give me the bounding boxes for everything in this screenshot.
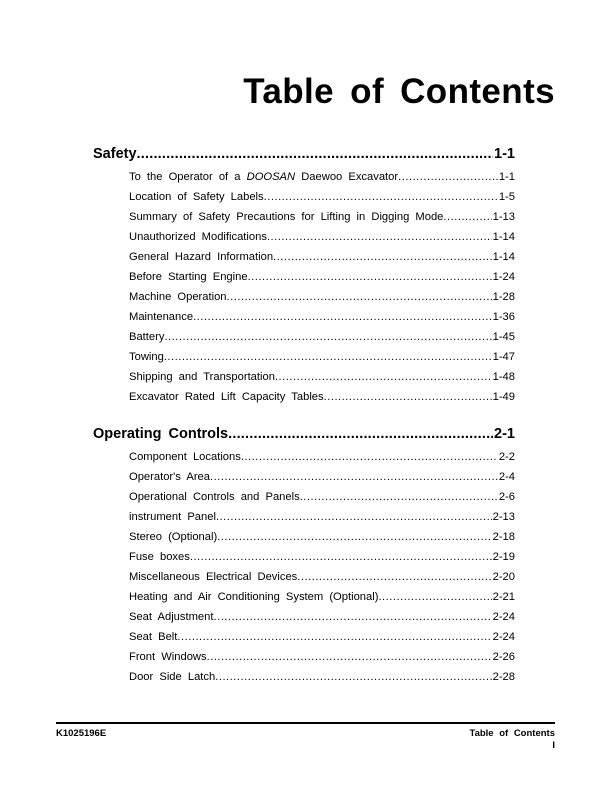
dot-leader <box>190 547 492 567</box>
toc-entry[interactable] <box>129 527 515 547</box>
toc-entry-label: Heating and Air Conditioning System (Optional) <box>129 591 379 603</box>
toc-entry-list <box>129 167 515 407</box>
dot-leader <box>443 207 491 227</box>
toc-entry-label: Door Side Latch <box>129 671 216 683</box>
toc-entry[interactable] <box>129 587 515 607</box>
footer-section-name: Table of Contents <box>469 728 555 739</box>
toc-section-heading[interactable] <box>93 146 515 163</box>
toc-entry[interactable] <box>129 387 515 407</box>
footer-doc-number: K1025196E <box>56 728 107 739</box>
toc-entry[interactable] <box>129 567 515 587</box>
dot-leader <box>216 507 492 527</box>
dot-leader <box>398 167 498 187</box>
toc-entry-page: 2-20 <box>492 571 515 583</box>
dot-leader <box>267 227 492 247</box>
toc-entry-page: 1-24 <box>492 271 515 283</box>
toc-entry-page: 2-18 <box>492 531 515 543</box>
dot-leader <box>228 426 493 443</box>
toc-entry-page: 2-2 <box>498 451 515 463</box>
dot-leader <box>227 287 492 307</box>
toc-entry-list <box>129 447 515 687</box>
toc-entry-label: Machine Operation <box>129 291 227 303</box>
toc-entry-page: 2-28 <box>492 671 515 683</box>
toc-entry-label: Fuse boxes <box>129 551 190 563</box>
toc-entry-page: 1-45 <box>492 331 515 343</box>
toc-entry-page: 2-24 <box>492 611 515 623</box>
toc-entry-page: 2-6 <box>498 491 515 503</box>
toc-entry[interactable] <box>129 467 515 487</box>
toc-entry[interactable] <box>129 327 515 347</box>
dot-leader <box>207 647 492 667</box>
toc-entry-label: Towing <box>129 351 164 363</box>
toc-section-heading[interactable] <box>93 426 515 443</box>
toc-entry-label: Seat Belt <box>129 631 178 643</box>
dot-leader <box>264 187 498 207</box>
toc-entry-page: 2-26 <box>492 651 515 663</box>
toc-entry-page: 2-13 <box>492 511 515 523</box>
toc-entry-label: Battery <box>129 331 165 343</box>
toc-entry[interactable] <box>129 227 515 247</box>
toc-entry-page: 2-4 <box>498 471 515 483</box>
toc-entry-label: General Hazard Information <box>129 251 274 263</box>
toc-entry[interactable] <box>129 167 515 187</box>
dot-leader <box>215 667 491 687</box>
toc-entry-page: 1-13 <box>492 211 515 223</box>
dot-leader <box>164 327 491 347</box>
toc-section-safety <box>93 146 515 407</box>
dot-leader <box>248 267 492 287</box>
toc-entry-page: 2-21 <box>492 591 515 603</box>
toc-entry-label: Unauthorized Modifications <box>129 231 267 243</box>
toc-entry[interactable] <box>129 267 515 287</box>
toc-entry-label: Operator's Area <box>129 471 211 483</box>
dot-leader <box>217 527 491 547</box>
toc-entry-page: 1-47 <box>492 351 515 363</box>
toc-entry-label: Maintenance <box>129 311 194 323</box>
toc-entry[interactable] <box>129 207 515 227</box>
toc-entry-page: 2-24 <box>492 631 515 643</box>
section-page-number: 2-1 <box>494 426 515 442</box>
toc-entry-label: Excavator Rated Lift Capacity Tables <box>129 391 324 403</box>
toc-entry-label: Front Windows <box>129 651 207 663</box>
toc-entry-page: 1-49 <box>492 391 515 403</box>
section-page-number: 1-1 <box>494 146 515 162</box>
dot-leader <box>210 467 498 487</box>
toc-entry[interactable] <box>129 647 515 667</box>
toc-entry-page: 1-48 <box>492 371 515 383</box>
toc-entry[interactable] <box>129 367 515 387</box>
toc-entry[interactable] <box>129 347 515 367</box>
dot-leader <box>324 387 492 407</box>
toc-entry-label: Miscellaneous Electrical Devices <box>129 571 298 583</box>
dot-leader <box>273 247 492 267</box>
dot-leader <box>297 567 491 587</box>
dot-leader <box>241 447 498 467</box>
toc-entry-label: Operational Controls and Panels <box>129 491 300 503</box>
toc-entry[interactable] <box>129 447 515 467</box>
toc-entry-page: 1-1 <box>498 171 515 183</box>
toc-entry[interactable] <box>129 487 515 507</box>
toc-entry[interactable] <box>129 507 515 527</box>
toc-entry[interactable] <box>129 287 515 307</box>
toc-entry-page: 1-14 <box>492 251 515 263</box>
toc-entry[interactable] <box>129 307 515 327</box>
toc-entry-page: 2-19 <box>492 551 515 563</box>
dot-leader <box>137 146 494 163</box>
toc-entry[interactable] <box>129 547 515 567</box>
toc-entry-label: instrument Panel <box>129 511 216 523</box>
page-title: Table of Contents <box>243 72 555 111</box>
toc-entry-label: Summary of Safety Precautions for Lifting in Digging Mode <box>129 211 444 223</box>
toc-entry[interactable] <box>129 247 515 267</box>
toc-entry-label: Seat Adjustment <box>129 611 214 623</box>
toc-entry-label: To the Operator of a DOOSAN Daewoo Excavator <box>129 171 399 183</box>
section-heading-label: Operating Controls <box>93 426 229 442</box>
toc-entry-label: Before Starting Engine <box>129 271 248 283</box>
footer-right <box>469 728 555 752</box>
dot-leader <box>193 307 492 327</box>
toc-entry-label: Component Locations <box>129 451 241 463</box>
toc-section-operating-controls <box>93 426 515 687</box>
toc-entry[interactable] <box>129 187 515 207</box>
toc-entry-page: 1-36 <box>492 311 515 323</box>
toc-entry[interactable] <box>129 607 515 627</box>
dot-leader <box>300 487 498 507</box>
toc-entry-label: Shipping and Transportation <box>129 371 275 383</box>
dot-leader <box>275 367 492 387</box>
dot-leader <box>164 347 492 367</box>
footer-divider <box>56 722 555 724</box>
brand-name: DOOSAN <box>246 171 296 183</box>
toc-entry-page: 1-5 <box>498 191 515 203</box>
toc-entry-page: 1-28 <box>492 291 515 303</box>
dot-leader <box>177 627 491 647</box>
section-heading-label: Safety <box>93 146 137 162</box>
dot-leader <box>213 607 491 627</box>
footer-page-number: I <box>552 740 555 751</box>
toc-entry[interactable] <box>129 667 515 687</box>
dot-leader <box>378 587 491 607</box>
toc-entry[interactable] <box>129 627 515 647</box>
toc-entry-label: Stereo (Optional) <box>129 531 218 543</box>
toc-entry-label: Location of Safety Labels <box>129 191 264 203</box>
toc-entry-page: 1-14 <box>492 231 515 243</box>
